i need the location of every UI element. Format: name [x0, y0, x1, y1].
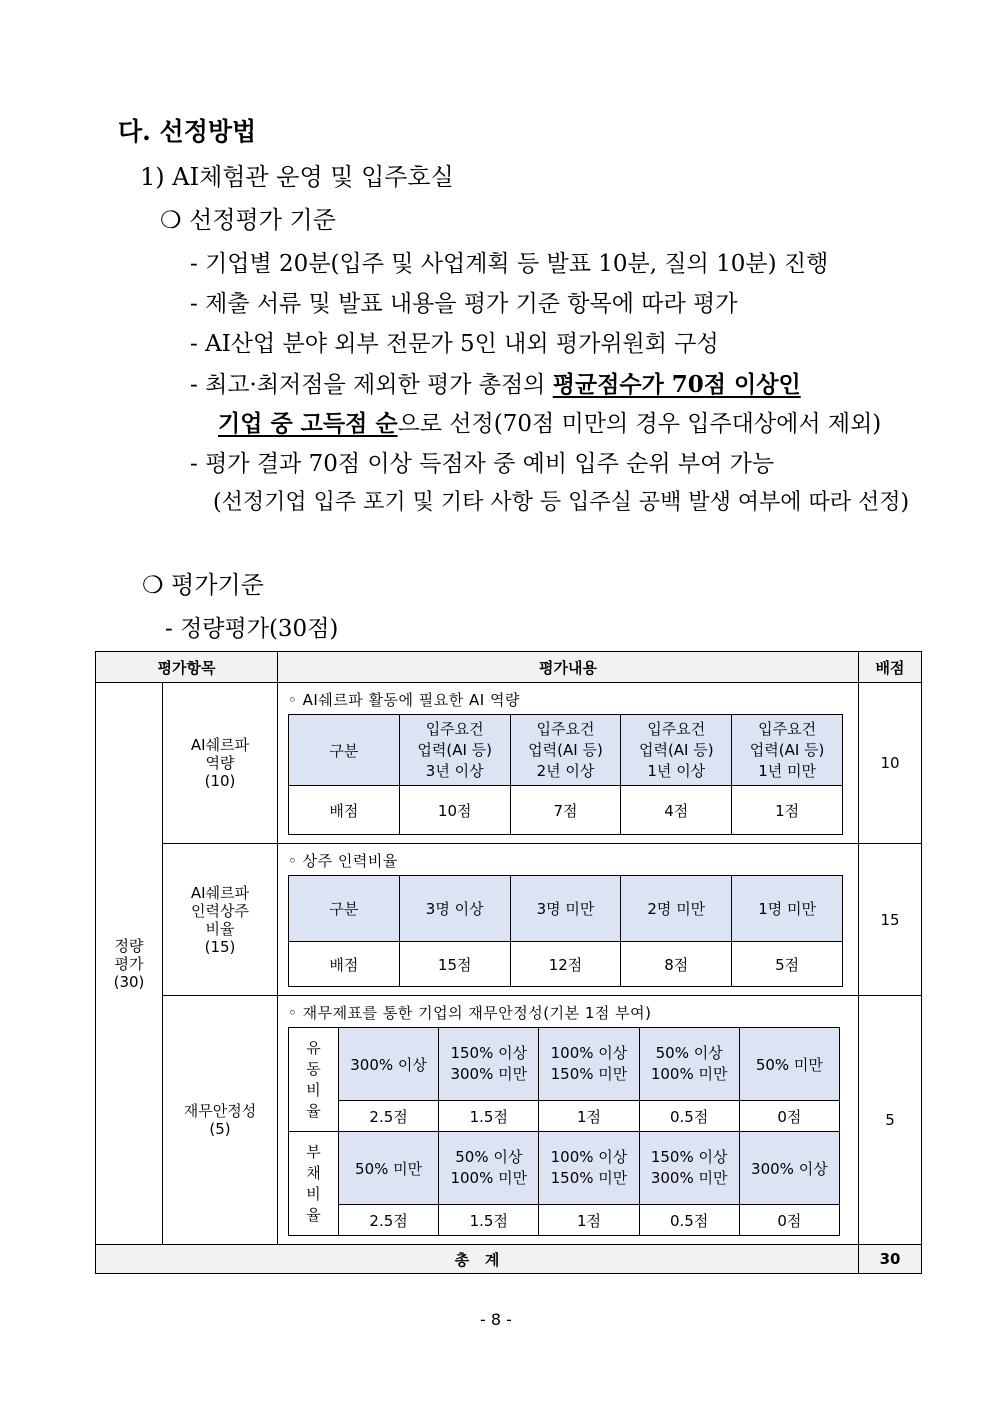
inner-head-cell: 입주요건 업력(AI 등) 2년 이상 [510, 715, 621, 786]
eval-subheading: - 정량평가(30점) [165, 616, 339, 642]
inner-cell: 2.5점 [339, 1205, 439, 1236]
inner-head-cell: 300% 이상 [739, 1132, 839, 1205]
inner-head-cell: 입주요건 업력(AI 등) 3년 이상 [399, 715, 510, 786]
inner-cell: 8점 [621, 942, 732, 987]
inner-cell: 배점 [289, 786, 400, 835]
paragraph-text: - 최고·최저점을 제외한 평가 총점의 [190, 372, 553, 398]
inner-head-cell: 50% 미만 [739, 1028, 839, 1101]
eval-heading: ❍ 평가기준 [142, 571, 264, 599]
section-heading: 다. 선정방법 [118, 117, 257, 146]
inner-head-cell: 3명 이상 [399, 876, 510, 942]
header-item: 평가항목 [96, 652, 278, 683]
bullet-text: ◦ 상주 인력비율 [288, 852, 398, 870]
criteria-heading: ❍ 선정평가 기준 [160, 206, 336, 234]
inner-table [288, 1027, 840, 1236]
bullet-text: ◦ 재무제표를 통한 기업의 재무안정성(기본 1점 부여) [288, 1004, 652, 1022]
emphasis-text: 평균점수가 70점 이상인 [552, 371, 801, 398]
inner-head-cell: 2명 미만 [621, 876, 732, 942]
group-cell [96, 683, 163, 1245]
category-cell [163, 996, 278, 1245]
inner-head-cell: 100% 이상 150% 미만 [539, 1132, 639, 1205]
content-cell [278, 844, 859, 996]
liquidity-label: 유 동 비 율 [289, 1028, 339, 1132]
header-content: 평가내용 [278, 652, 859, 683]
score-cell: 15 [859, 844, 922, 996]
emphasis-text: 기업 중 고득점 순 [218, 410, 398, 437]
inner-cell: 1점 [732, 786, 843, 835]
category-cell [163, 683, 278, 844]
inner-cell: 1점 [539, 1205, 639, 1236]
inner-cell: 0점 [739, 1205, 839, 1236]
content-cell [278, 996, 859, 1245]
content-cell [278, 683, 859, 844]
inner-head-cell: 300% 이상 [339, 1028, 439, 1101]
inner-head-cell: 50% 미만 [339, 1132, 439, 1205]
inner-head-cell: 구분 [289, 876, 400, 942]
subsection-heading: 1) AI체험관 운영 및 입주호실 [140, 163, 454, 191]
inner-head-cell: 150% 이상 300% 미만 [639, 1132, 739, 1205]
inner-head-cell: 구분 [289, 715, 400, 786]
inner-head-cell: 입주요건 업력(AI 등) 1년 미만 [732, 715, 843, 786]
debt-label: 부 채 비 율 [289, 1132, 339, 1236]
inner-head-cell: 100% 이상 150% 미만 [539, 1028, 639, 1101]
inner-cell: 15점 [399, 942, 510, 987]
inner-cell: 5점 [732, 942, 843, 987]
inner-cell: 1점 [539, 1101, 639, 1132]
total-label: 총 계 [96, 1245, 859, 1274]
group-label: 정량 평가 (30) [113, 936, 145, 991]
category-label: AI쉐르파 역량 (10) [190, 736, 250, 790]
inner-cell: 0.5점 [639, 1205, 739, 1236]
paragraph [190, 366, 801, 399]
inner-head-cell: 50% 이상 100% 미만 [639, 1028, 739, 1101]
paragraph: - 기업별 20분(입주 및 사업계획 등 발표 10분, 질의 10분) 진행 [190, 251, 829, 277]
paragraph-text: 으로 선정(70점 미만의 경우 입주대상에서 제외) [397, 411, 882, 437]
header-score: 배점 [859, 652, 922, 683]
inner-head-cell: 입주요건 업력(AI 등) 1년 이상 [621, 715, 732, 786]
inner-cell: 0.5점 [639, 1101, 739, 1132]
paragraph: - 제출 서류 및 발표 내용을 평가 기준 항목에 따라 평가 [190, 291, 738, 317]
inner-cell: 7점 [510, 786, 621, 835]
inner-cell: 2.5점 [339, 1101, 439, 1132]
inner-cell: 1.5점 [439, 1101, 539, 1132]
inner-cell: 배점 [289, 942, 400, 987]
inner-head-cell: 3명 미만 [510, 876, 621, 942]
inner-head-cell: 150% 이상 300% 미만 [439, 1028, 539, 1101]
inner-cell: 0점 [739, 1101, 839, 1132]
total-score: 30 [859, 1245, 922, 1274]
paragraph: - AI산업 분야 외부 전문가 5인 내외 평가위원회 구성 [190, 331, 719, 357]
inner-cell: 12점 [510, 942, 621, 987]
inner-table [288, 714, 843, 835]
paragraph: - 평가 결과 70점 이상 득점자 중 예비 입주 순위 부여 가능 [190, 451, 775, 477]
paragraph: (선정기업 입주 포기 및 기타 사항 등 입주실 공백 발생 여부에 따라 선정) [213, 490, 910, 515]
paragraph [218, 405, 881, 438]
inner-head-cell: 1명 미만 [732, 876, 843, 942]
inner-cell: 4점 [621, 786, 732, 835]
inner-head-cell: 50% 이상 100% 미만 [439, 1132, 539, 1205]
inner-cell: 10점 [399, 786, 510, 835]
evaluation-table [95, 651, 922, 1274]
score-cell: 10 [859, 683, 922, 844]
page-number: - 8 - [480, 1310, 512, 1329]
score-cell: 5 [859, 996, 922, 1245]
inner-table [288, 875, 843, 987]
category-cell [163, 844, 278, 996]
category-label: 재무안정성 (5) [183, 1102, 257, 1138]
category-label: AI쉐르파 인력상주 비율 (15) [190, 883, 250, 956]
inner-cell: 1.5점 [439, 1205, 539, 1236]
bullet-text: ◦ AI쉐르파 활동에 필요한 AI 역량 [288, 691, 520, 709]
